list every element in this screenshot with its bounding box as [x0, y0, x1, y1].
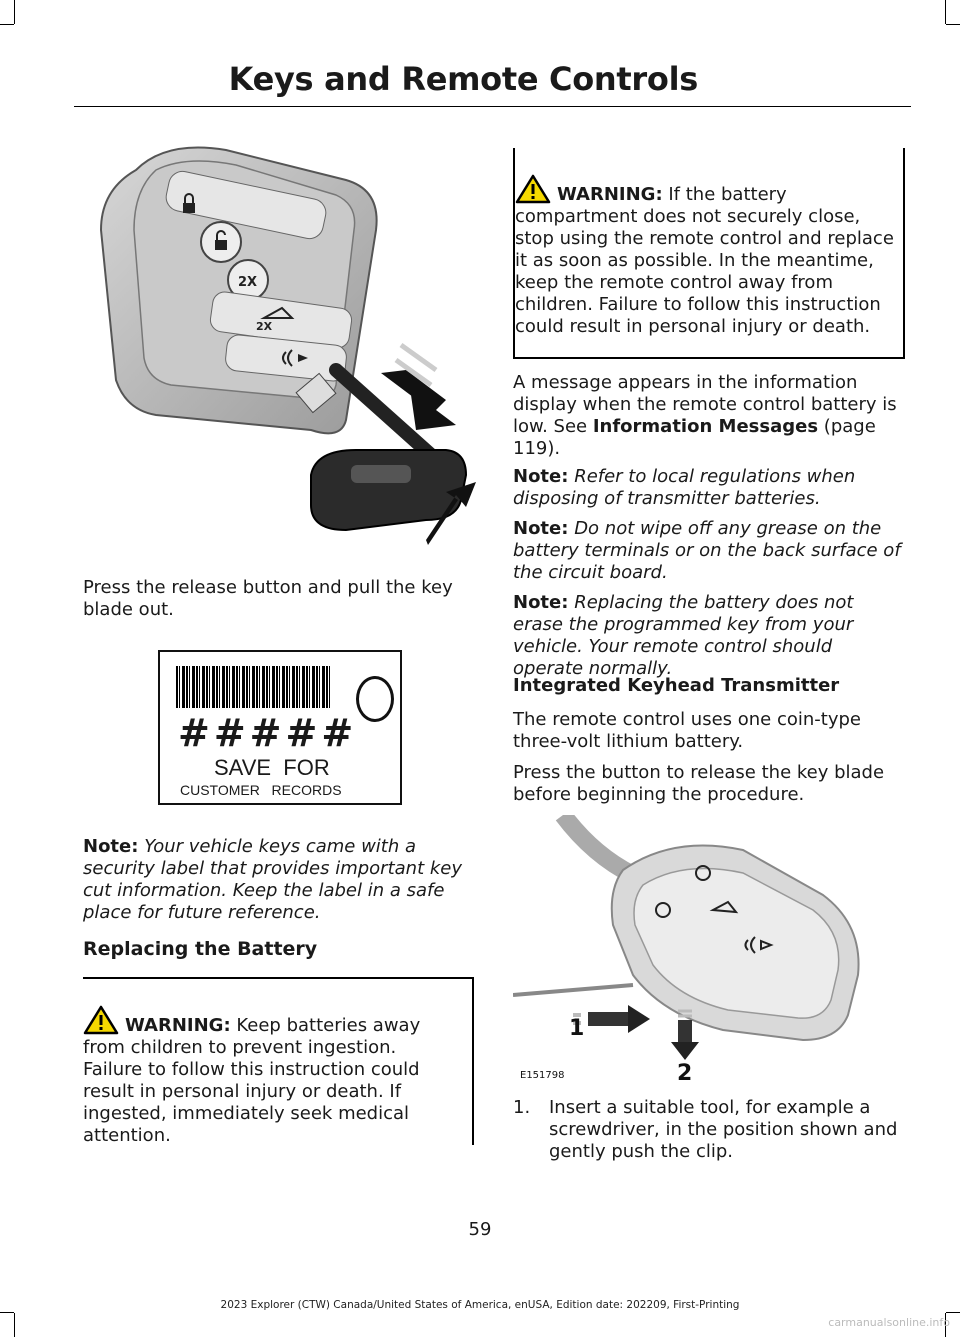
note-label: Note: [513, 592, 569, 613]
label-hash: ##### [178, 711, 358, 755]
crop-mark [0, 24, 14, 25]
crop-mark [946, 1312, 960, 1313]
crop-mark [0, 1312, 14, 1313]
crop-mark [14, 1313, 15, 1337]
note-programming [513, 592, 906, 680]
note-label: Note: [513, 466, 569, 487]
callout-1: 1 [569, 1016, 585, 1041]
key-fob-illustration [96, 130, 476, 560]
battery-type-paragraph: The remote control uses one coin-type three-volt lithium battery. [513, 709, 861, 752]
note-disposal [513, 466, 906, 510]
fob-caption: Press the release button and pull the key blade out. [83, 577, 453, 620]
section-heading: Replacing the Battery [83, 938, 318, 960]
svg-text:2X: 2X [238, 275, 258, 290]
warning-box-ingestion [83, 977, 474, 1145]
note-grease [513, 518, 906, 584]
crop-mark [14, 0, 15, 24]
message-text: A message appears in the information display when the remote control battery is low. See [513, 372, 897, 437]
warning-text: If the battery compartment does not securely close, stop using the remote control and replace it as soon as possible. In the meantime, keep the remote control away from children. Failure to follow this instruction could result in personal injury or death. [515, 184, 894, 337]
security-label [158, 650, 402, 805]
header-rule [74, 106, 911, 107]
step-number: 1. [513, 1097, 531, 1118]
note-text: Do not wipe off any grease on the battery terminals or on the back surface of the circuit board. [513, 518, 901, 583]
step-1 [513, 1097, 906, 1163]
svg-text:2X: 2X [256, 320, 273, 333]
page-number: 59 [468, 1219, 492, 1240]
page-title: Keys and Remote Controls [228, 60, 698, 98]
page-reference: (page 119). [513, 416, 876, 459]
keyhead-transmitter-illustration [513, 815, 905, 1085]
note-text: Replacing the battery does not erase the programmed key from your vehicle. Your remote control should operate normally. [513, 592, 854, 679]
barcode [176, 666, 330, 708]
edition-line: 2023 Explorer (CTW) Canada/United States of America, enUSA, Edition date: 202209, First-Printing [220, 1299, 740, 1311]
callout-2: 2 [677, 1061, 693, 1085]
figure-id: E151798 [520, 1070, 565, 1081]
watermark: carmanualsonline.info [828, 1316, 950, 1329]
information-messages-link[interactable]: Information Messages [592, 416, 819, 437]
security-note [83, 836, 468, 924]
note-label: Note: [513, 518, 569, 539]
warning-box-right-edge [472, 977, 474, 1145]
crop-mark [945, 0, 946, 24]
warning-triangle-icon [83, 1005, 119, 1035]
warning-text: Keep batteries away from children to prevent ingestion. Failure to follow this instruction could result in personal injury or death. If ingested, immediately seek medical attention. [83, 1015, 421, 1146]
subheading: Integrated Keyhead Transmitter [513, 675, 840, 696]
arrow-icon [573, 1005, 650, 1033]
label-records: CUSTOMER RECORDS [180, 782, 342, 798]
crop-mark [946, 24, 960, 25]
label-oval [356, 676, 394, 722]
note-text: Your vehicle keys came with a security label that provides important key cut information. Keep the label in a safe place for future reference. [83, 836, 463, 923]
note-label: Note: [83, 836, 139, 857]
warning-box-compartment [513, 148, 905, 359]
release-button-paragraph: Press the button to release the key blade before beginning the procedure. [513, 762, 885, 805]
note-text: Refer to local regulations when disposing of transmitter batteries. [513, 466, 856, 509]
step-text: Insert a suitable tool, for example a screwdriver, in the position shown and gently push the clip. [549, 1097, 898, 1162]
battery-message-paragraph [513, 372, 906, 460]
warning-triangle-icon [515, 174, 551, 204]
warning-label: WARNING: [557, 184, 663, 205]
warning-label: WARNING: [125, 1015, 231, 1036]
label-save: SAVE FOR [214, 755, 330, 780]
